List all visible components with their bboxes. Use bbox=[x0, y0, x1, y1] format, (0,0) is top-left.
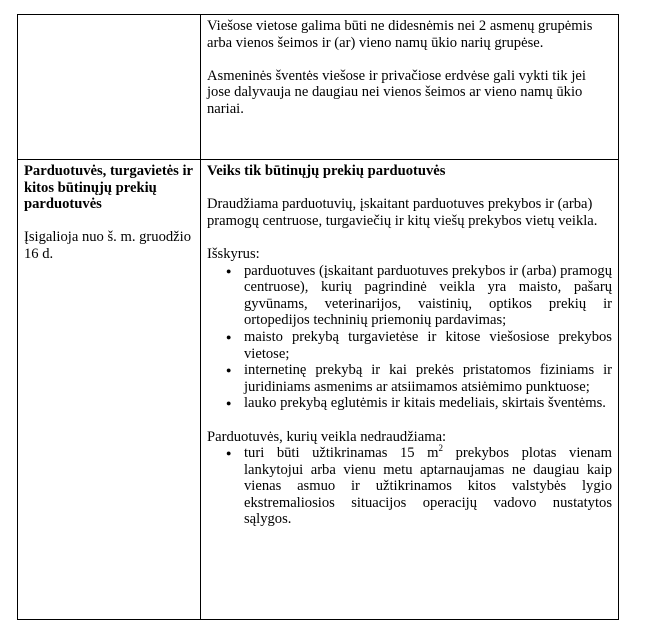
requirement-text: prekybos plotas vienam lankytojui arba vienu metu aptarnaujamas ne daugiau kaip vienas asmuo ir užtikrinamos kitos valstybės lygio ekstremaliosios situacijos operacijų vadovo nustatytos sąlygos. bbox=[244, 445, 612, 528]
spacer bbox=[207, 51, 612, 68]
rule-paragraph: Draudžiama parduotuvių, įskaitant parduotuves prekybos ir (arba) pramogų centruose, turgaviečių ir kitų viešų prekybos vietų veikla. bbox=[207, 196, 598, 229]
effective-date: Įsigalioja nuo š. m. gruodžio 16 d. bbox=[24, 229, 191, 262]
rule-heading: Veiks tik būtinųjų prekių parduotuvės bbox=[207, 163, 446, 179]
list-item: ● lauko prekybą eglutėmis ir kitais medeliais, skirtais šventėms. bbox=[207, 395, 612, 412]
rules-cell bbox=[201, 15, 619, 160]
spacer bbox=[207, 180, 612, 197]
list-item: ● parduotuves (įskaitant parduotuves prekybos ir (arba) pramogų centruose), kurių pagrindinė veikla yra maisto, pašarų gyvūnams, veterinarijos, vaistinių, optikos prekių ir ortopedijos techninių priemonių pardavimas; bbox=[207, 263, 612, 329]
rules-table bbox=[17, 14, 619, 620]
category-title: Parduotuvės, turgavietės ir kitos būtinųjų prekių parduotuvės bbox=[24, 163, 193, 213]
rule-paragraph: Viešose vietose galima būti ne didesnėmis nei 2 asmenų grupėmis arba vienos šeimos ir (ar) vieno namų ūkio narių grupėse. bbox=[207, 18, 593, 51]
category-cell bbox=[18, 160, 201, 620]
rule-paragraph: Asmeninės šventės viešose ir privačiose erdvėse gali vykti tik jei jose dalyvauja ne daugiau nei vienos šeimos ar vieno namų ūkio nariai. bbox=[207, 67, 586, 117]
requirement-text: turi būti užtikrinamas 15 m bbox=[244, 445, 439, 462]
table-row bbox=[18, 15, 619, 160]
rules-cell bbox=[201, 160, 619, 620]
spacer bbox=[207, 229, 612, 246]
list-item bbox=[207, 445, 612, 528]
table-row bbox=[18, 160, 619, 620]
superscript: 2 bbox=[438, 443, 444, 454]
exceptions-label: Išskyrus: bbox=[207, 245, 260, 262]
spacer bbox=[207, 412, 612, 429]
category-cell bbox=[18, 15, 201, 160]
allowed-label: Parduotuvės, kurių veikla nedraudžiama: bbox=[207, 428, 447, 445]
requirements-list bbox=[207, 445, 612, 528]
exceptions-list bbox=[207, 263, 612, 412]
spacer bbox=[24, 213, 194, 230]
list-item: ● maisto prekybą turgavietėse ir kitose viešosiose prekybos vietose; bbox=[207, 329, 612, 362]
list-item: ● internetinę prekybą ir kai prekės pristatomos fiziniams ir juridiniams asmenims ar atsiimamos atsiėmimo punktuose; bbox=[207, 362, 612, 395]
